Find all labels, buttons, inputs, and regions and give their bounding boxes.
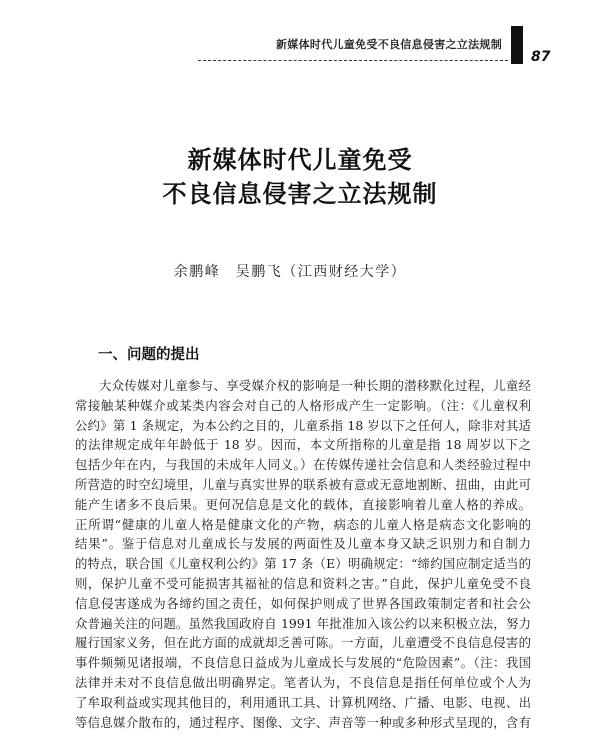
- header-rule: [198, 60, 508, 61]
- body-line: 履行国家义务，但在此方面的成就却乏善可陈。一方面，儿童遭受不良信息侵害的: [75, 635, 531, 651]
- article-authors: 余鹏峰 吴鹏飞（江西财经大学）: [173, 264, 407, 280]
- body-line: 包括少年在内，与我国的未成年人同义。）在传媒传递社会信息和人类经验过程中: [75, 457, 531, 473]
- body-line: 的特点，联合国《儿童权利公约》第 17 条（E）明确规定：“缔约国应制定适当的: [75, 556, 531, 572]
- page-number: 87: [531, 49, 551, 65]
- body-line: 则，保护儿童不受可能损害其福祉的信息和资料之害。”自此，保护儿童免受不良: [75, 575, 531, 591]
- body-line: 众普遍关注的问题。虽然我国政府自 1991 年批准加入该公约以来积极立法，努力: [75, 615, 531, 631]
- body-line: 公约》第 1 条规定，为本公约之目的，儿童系指 18 岁以下之任何人，除非对其适: [75, 417, 531, 433]
- body-line: 正所谓“健康的儿童人格是健康文化的产物，病态的儿童人格是病态文化影响的: [75, 516, 531, 532]
- running-header-title: 新媒体时代儿童免受不良信息侵害之立法规制: [276, 38, 502, 51]
- article-title-line-2: 不良信息侵害之立法规制: [162, 180, 438, 208]
- body-line: 了牟取利益或实现其他目的，利用通讯工具、计算机网络、广播、电影、电视、出: [75, 694, 531, 710]
- body-line: 能产生诸多不良后果。更何况信息是文化的载体，直接影响着儿童人格的养成。: [75, 496, 531, 512]
- body-paragraph: [75, 376, 531, 732]
- body-line: 法律并未对不良信息做出明确界定。笔者认为，不良信息是指任何单位或个人为: [75, 674, 531, 690]
- body-line: 结果”。鉴于信息对儿童成长与发展的两面性及儿童本身又缺乏识别力和自制力: [75, 536, 531, 552]
- body-line: 信息侵害遂成为各缔约国之责任，如何保护则成了世界各国政策制定者和社会公: [75, 595, 531, 611]
- article-title-line-1: 新媒体时代儿童免受: [187, 146, 413, 174]
- body-line: 大众传媒对儿童参与、享受媒介权的影响是一种长期的潜移默化过程，儿童经: [99, 378, 531, 393]
- body-line: 的法律规定成年年龄低于 18 岁。因而，本文所指称的儿童是指 18 周岁以下之: [75, 437, 531, 453]
- body-line: 事件频频见诸报端，不良信息日益成为儿童成长与发展的“危险因素”。（注：我国: [75, 655, 531, 671]
- body-line: 所营造的时空幻境里，儿童与真实世界的联系被有意或无意地割断、扭曲，由此可: [75, 476, 531, 492]
- section-heading: 一、问题的提出: [98, 347, 200, 363]
- body-line: 常接触某种媒介或某类内容会对自己的人格形成产生一定影响。（注：《儿童权利: [75, 397, 531, 413]
- body-line: 等信息媒介散布的，通过程序、图像、文字、声音等一种或多种形式呈现的，含有: [75, 714, 531, 730]
- header-bar: [511, 26, 523, 64]
